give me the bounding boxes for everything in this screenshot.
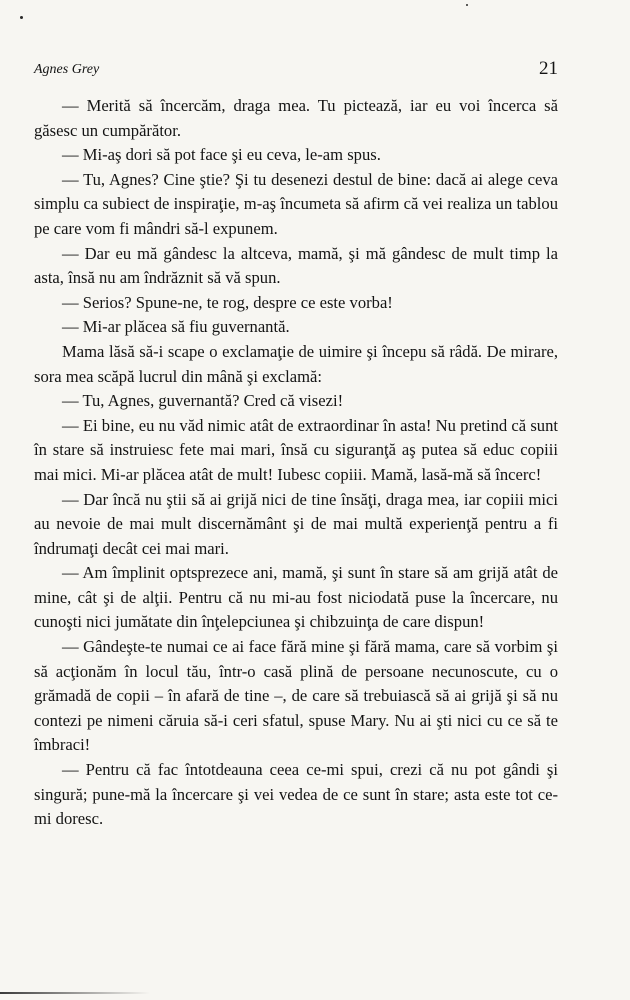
paragraph: — Mi-aş dori să pot face şi eu ceva, le-am spus. — [62, 145, 381, 165]
scan-edge-line — [0, 992, 150, 994]
paragraph: — Am împlinit optsprezece ani, mamă, şi sunt în stare să am grijă atât de mine, cât şi de alţii. Pentru că nu mi-au fost niciodată puse la încercare, nu cunoşti nici jumătate din înţelepciunea şi chibzuinţa de care dispun! — [34, 563, 558, 632]
paragraph: Mama lăsă să-i scape o exclamaţie de uimire şi începu să râdă. De mirare, sora mea scăpă lucrul din mână şi exclamă: — [34, 341, 558, 386]
paragraph: — Merită să încercăm, draga mea. Tu pictează, iar eu voi încerca să găsesc un cumpărător. — [34, 96, 558, 140]
paragraph: — Tu, Agnes, guvernantă? Cred că visezi! — [62, 391, 344, 411]
scan-speck — [20, 16, 23, 19]
page-number: 21 — [539, 58, 558, 79]
paragraph: — Mi-ar plăcea să fiu guvernantă. — [62, 317, 290, 337]
paragraph: — Dar încă nu ştii să ai grijă nici de tine însăţi, draga mea, iar copiii mici au nevoie de mai mult discernământ şi de mai multă experienţă pentru a fi îndrumaţi decât cei mai mari. — [34, 489, 558, 558]
page-header — [34, 58, 558, 82]
paragraph: — Serios? Spune-ne, te rog, despre ce este vorba! — [62, 292, 393, 312]
paragraph: — Tu, Agnes? Cine ştie? Şi tu desenezi destul de bine: dacă ai alege ceva simplu ca subiect de inspiraţie, m-aş încumeta să afirm că vei realiza un tablou pe care vom fi mândri să-l expunem. — [34, 169, 558, 238]
paragraph: — Gândeşte-te numai ce ai face fără mine şi fără mama, care să vorbim şi să acţionăm în locul tău, într-o casă plină de persoane necunoscute, cu o grămadă de copii – în afară de tine –, de care să trebuiască să ai grijă şi să nu contezi pe nimeni căruia să-i ceri sfatul, spuse Mary. Nu ai şti nici cu ce să te îmbraci! — [34, 637, 558, 755]
paragraph: — Ei bine, eu nu văd nimic atât de extraordinar în asta! Nu pretind că sunt în stare să instruiesc fete mai mari, însă cu siguranţă aş putea să educ copiii mai mici. Mi-ar plăcea atât de mult! Iubesc copiii. Mamă, lasă-mă să încerc! — [34, 415, 558, 484]
scan-speck — [466, 4, 468, 6]
running-title: Agnes Grey — [34, 62, 100, 77]
paragraph: — Pentru că fac întotdeauna ceea ce-mi spui, crezi că nu pot gândi şi singură; pune-mă la încercare şi vei vedea de ce sunt în stare; asta este tot ce-mi doresc. — [34, 760, 558, 829]
body-text — [34, 94, 558, 832]
paragraph: — Dar eu mă gândesc la altceva, mamă, şi mă gândesc de mult timp la asta, însă nu am îndrăznit să vă spun. — [34, 243, 558, 288]
